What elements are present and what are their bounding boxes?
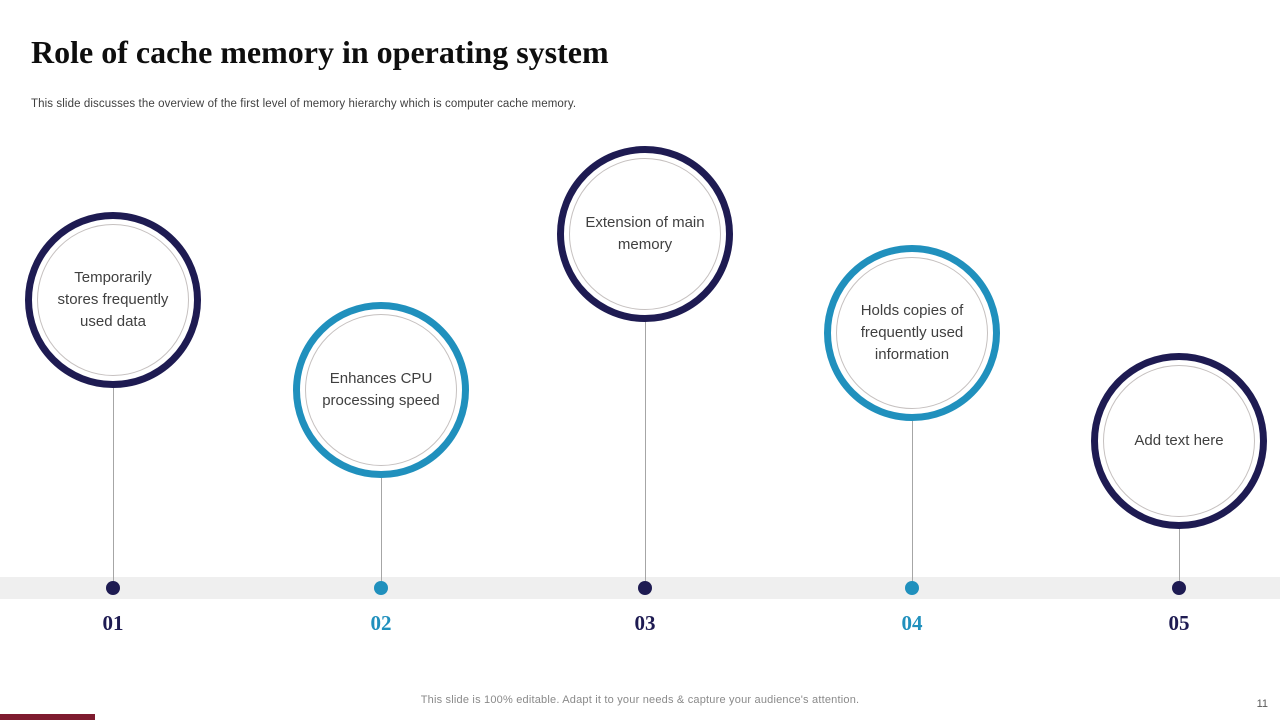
page-subtitle: This slide discusses the overview of the first level of memory hierarchy which is computer cache memory. bbox=[31, 98, 577, 110]
step-circle-inner-2 bbox=[305, 314, 457, 466]
step-label-3: Extension of main memory bbox=[585, 213, 705, 253]
page-title: Role of cache memory in operating system bbox=[31, 34, 609, 70]
timeline-dot-1 bbox=[106, 581, 120, 595]
step-label-5: Add text here bbox=[1134, 431, 1224, 449]
step-number-3: 03 bbox=[634, 611, 656, 635]
step-label-1: Temporarily stores frequently used data bbox=[57, 268, 169, 331]
timeline-dot-3 bbox=[638, 581, 652, 595]
step-circle-2[interactable] bbox=[293, 302, 469, 478]
step-label-2: Enhances CPU processing speed bbox=[322, 369, 440, 409]
step-circle-1[interactable] bbox=[25, 212, 201, 388]
connector-line-1 bbox=[113, 388, 114, 588]
step-number-5: 05 bbox=[1168, 611, 1190, 635]
connector-line-2 bbox=[381, 478, 382, 588]
step-number-2: 02 bbox=[370, 611, 392, 635]
footer-note: This slide is 100% editable. Adapt it to your needs & capture your audience's attention. bbox=[420, 694, 860, 706]
step-circle-inner-1 bbox=[37, 224, 189, 376]
page-number: 11 bbox=[1256, 698, 1268, 710]
accent-bar bbox=[0, 714, 95, 720]
timeline-dot-5 bbox=[1172, 581, 1186, 595]
step-circle-inner-5 bbox=[1103, 365, 1255, 517]
step-circle-3[interactable] bbox=[557, 146, 733, 322]
step-number-4: 04 bbox=[901, 611, 923, 635]
connector-line-3 bbox=[645, 322, 646, 588]
step-circle-5[interactable] bbox=[1091, 353, 1267, 529]
step-number-1: 01 bbox=[102, 611, 124, 635]
timeline-dot-2 bbox=[374, 581, 388, 595]
connector-line-4 bbox=[912, 421, 913, 588]
step-label-4: Holds copies of frequently used information bbox=[860, 301, 964, 364]
step-circle-inner-3 bbox=[569, 158, 721, 310]
step-circle-inner-4 bbox=[836, 257, 988, 409]
connector-line-5 bbox=[1179, 529, 1180, 588]
step-circle-4[interactable] bbox=[824, 245, 1000, 421]
timeline-dot-4 bbox=[905, 581, 919, 595]
